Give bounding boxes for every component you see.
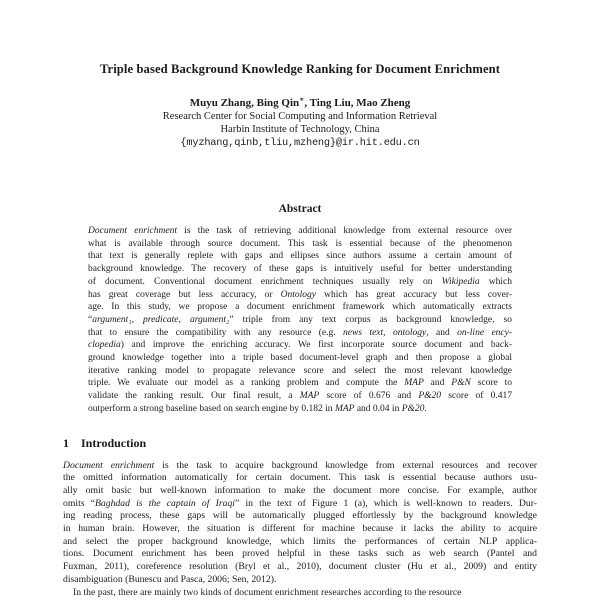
section-heading-introduction — [63, 436, 537, 450]
paper-title: Triple based Background Knowledge Ranking for Document Enrichment — [99, 62, 501, 76]
text-line: background knowledge. The recovery of these gaps is intuitively useful for better understanding — [88, 264, 512, 275]
text-line: Fuxman, 2011), coreference resolution (Bryl et al., 2010), document cluster (Hu et al., 2009) and entity — [63, 561, 537, 573]
text-line: iterative ranking model to propagate relevance score and select the most relevant knowledge — [88, 365, 512, 376]
text-line: and select the proper background knowledge, which limits the performances of certain NLP applica- — [63, 535, 537, 547]
author-block — [63, 94, 537, 150]
page-content — [63, 0, 537, 599]
authors-line: Muyu Zhang, Bing Qin∗, Ting Liu, Mao Zheng — [189, 94, 411, 109]
text-line: disambiguation (Bunescu and Pasca, 2006; Sen, 2012). — [63, 573, 277, 585]
section-title: Introduction — [81, 435, 147, 450]
text-line: in human brain. However, the situation is different for machine because it lacks the ability to acquire — [63, 523, 537, 535]
text-line: age. In this study, we propose a document enrichment framework which automatically extracts — [88, 302, 512, 313]
text-line: of document. Conventional document enrichment techniques usually rely on Wikipedia which — [88, 276, 512, 287]
text-line: tions. Document enrichment has been proved helpful in these tasks such as web search (Pantel and — [63, 548, 537, 560]
text-line: has great coverage but less accuracy, or Ontology which has great accuracy but less cover- — [88, 289, 512, 300]
text-line: outperform a strong baseline based on search engine by 0.182 in MAP and 0.04 in P&20. — [88, 403, 427, 414]
text-line: triple. We evaluate our model as a ranking problem and compute the MAP and P&N score to — [88, 378, 513, 389]
text-line: Document enrichment is the task to acquire background knowledge from external resources and recover — [63, 459, 537, 471]
text-line: omits “Baghdad is the captain of Iraqi” in the text of Figure 1 (a), which is well-known to readers. Dur- — [63, 497, 537, 509]
text-line: “argument₁, predicate, argument₂” triple from any text corpus as background knowledge, so — [88, 314, 512, 325]
text-line: Document enrichment is the task of retrieving additional knowledge from external resource over — [88, 226, 513, 236]
text-line: validate the ranking result. Our final result, a MAP score of 0.676 and P&20 score of 0.417 — [88, 391, 512, 402]
intro-paragraph-2 — [63, 587, 537, 600]
text-line: clopedia) and improve the enriching accuracy. We first incorporate source document and back- — [88, 340, 512, 351]
text-line: ground knowledge together into a triple based document-level graph and then propose a global — [88, 353, 512, 364]
affiliation-line-1: Research Center for Social Computing and Information Retrieval — [162, 111, 438, 122]
email-line: {myzhang,qinb,tliu,mzheng}@ir.hit.edu.cn — [180, 137, 420, 149]
text-line: that to ensure the compatibility with any resource (e.g. news text, ontology, and on-line ency- — [88, 327, 513, 338]
affiliation-line-2: Harbin Institute of Technology, China — [220, 124, 380, 135]
text-line: that text is generally replete with gaps and ellipses since authors assume a certain amount of — [88, 251, 512, 262]
intro-paragraph-1 — [63, 460, 537, 587]
text-line: ing reading process, these gaps will be automatically plugged effortlessly by the background knowledge — [63, 510, 537, 522]
abstract-body — [88, 225, 512, 416]
abstract-heading: Abstract — [278, 203, 322, 215]
text-line: what is available through source document. This task is essential because of the phenomenon — [88, 238, 512, 249]
text-line: ally omit basic but well-known information to make the document more concise. For example, author — [63, 484, 537, 496]
section-number: 1 — [63, 435, 69, 450]
text-line: the omitted information automatically for certain document. This task is essential because authors usu- — [63, 472, 537, 484]
text-line: In the past, there are mainly two kinds of document enrichment researches according to the resource — [73, 586, 462, 598]
